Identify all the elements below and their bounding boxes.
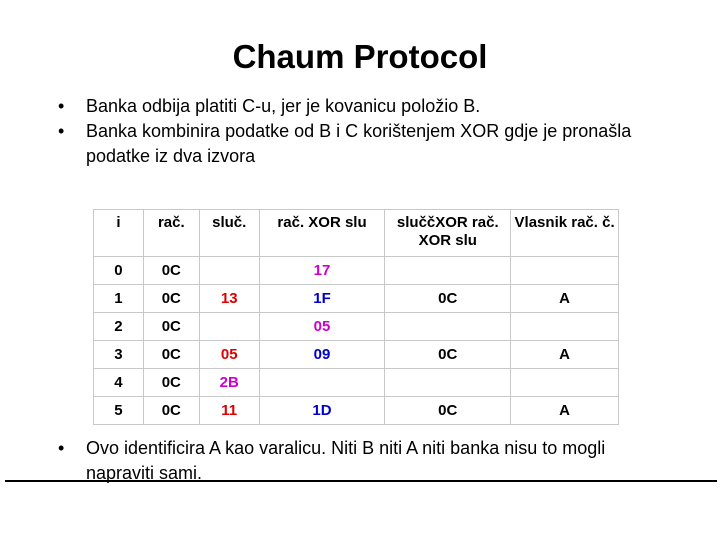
table-cell: 3 [94,341,144,369]
table-cell [385,313,511,341]
table-cell: 11 [199,397,259,425]
table-cell: 4 [94,369,144,397]
top-bullet-list [58,94,658,169]
table-cell [385,257,511,285]
table-row [94,341,619,369]
table-row [94,369,619,397]
table-cell: 2B [199,369,259,397]
table-row [94,257,619,285]
table-row [94,285,619,313]
header-rac-xor-slu: rač. XOR slu [259,210,385,257]
table-cell: 05 [199,341,259,369]
bullet-dot-icon: • [58,438,65,458]
table-cell [511,369,619,397]
bullet-text: Banka odbija platiti C-u, jer je kovanicu položio B. [86,96,481,116]
table-cell: 05 [259,313,385,341]
bullet-item [58,436,658,486]
table-cell: 0C [385,341,511,369]
table-cell: 2 [94,313,144,341]
header-i: i [94,210,144,257]
header-sluc: sluč. [199,210,259,257]
table-cell: 1 [94,285,144,313]
table-cell: 17 [259,257,385,285]
slide-title: Chaum Protocol [232,38,488,75]
bullet-dot-icon: • [58,121,65,141]
bullet-item [58,94,658,119]
table-cell: 1F [259,285,385,313]
bottom-bullet-list [58,436,658,486]
table-cell: 0C [385,285,511,313]
table-row [94,397,619,425]
table-header-row [94,210,619,257]
table-cell: A [511,397,619,425]
xor-table [93,209,619,425]
table-cell: 0C [143,285,199,313]
table-cell [385,369,511,397]
table-cell: 0C [143,369,199,397]
header-sluc-xor: sluččXOR rač. XOR slu [385,210,511,257]
bullet-text: Ovo identificira A kao varalicu. Niti B niti A niti banka nisu to mogli napraviti sami. [86,438,606,483]
table-cell: 1D [259,397,385,425]
table-row [94,313,619,341]
bottom-divider [5,480,717,482]
table-cell: 0C [385,397,511,425]
table-cell [259,369,385,397]
bullet-item [58,119,658,169]
table-cell: 0C [143,313,199,341]
table-cell [199,257,259,285]
table-cell: A [511,341,619,369]
table-cell: 0C [143,397,199,425]
table-cell: 0C [143,341,199,369]
bullet-dot-icon: • [58,96,65,116]
header-rac: rač. [143,210,199,257]
table-cell [199,313,259,341]
bullet-text: Banka kombinira podatke od B i C korištenjem XOR gdje je pronašla podatke iz dva izvora [86,121,632,166]
header-vlasnik: Vlasnik rač. č. [511,210,619,257]
table-cell: 13 [199,285,259,313]
table-cell [511,257,619,285]
table-cell: 0C [143,257,199,285]
table-cell: 5 [94,397,144,425]
table-cell: A [511,285,619,313]
table-cell: 09 [259,341,385,369]
table-cell: 0 [94,257,144,285]
table-cell [511,313,619,341]
